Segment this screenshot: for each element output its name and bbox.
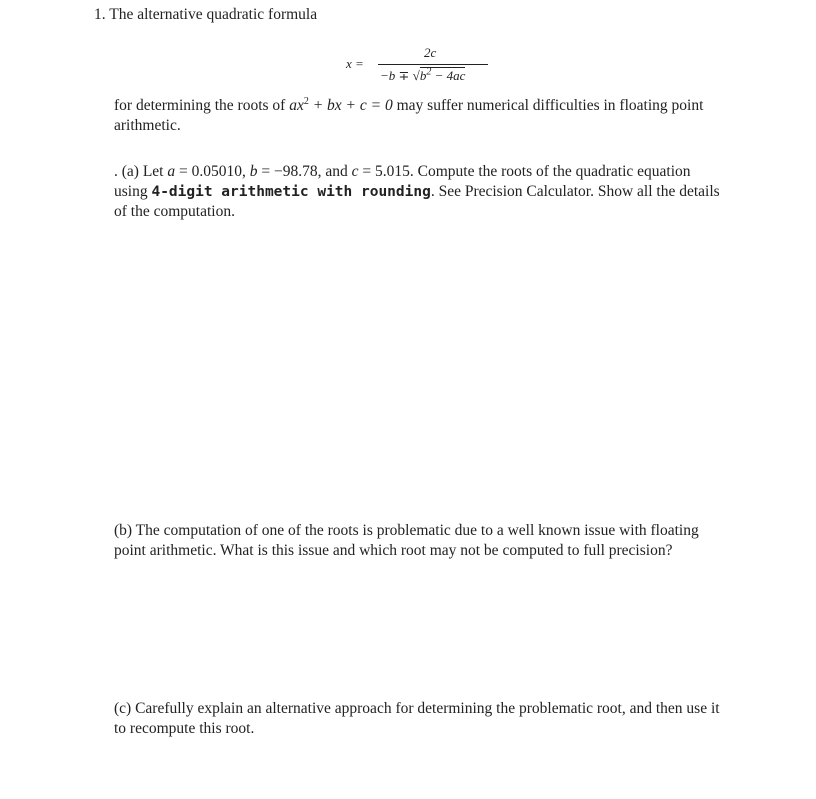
problem-number: 1. [94,6,106,23]
c-value: = 5.015. Compute the roots of the quadratic equation using [114,163,691,200]
equation-rest: + bx + c = 0 [308,97,393,114]
a-value: = 0.05010, [175,163,250,180]
part-a-paragraph [114,162,726,222]
denominator-prefix: −b ∓ [380,68,413,83]
formula-numerator: 2c [424,45,437,60]
var-b: b [249,163,258,180]
intro-text-1: for determining the roots of [114,97,290,114]
var-a: a [167,163,176,180]
part-c-paragraph: (c) Carefully explain an alternative approach for determining the problematic root, and then use it to recompute this root. [114,700,720,737]
equation-ax: ax [289,97,304,114]
problem-heading [94,5,317,25]
part-a-suffix: . See Precision Calculator. Show all the details of the computation. [114,182,720,220]
part-b-paragraph: (b) The computation of one of the roots is problematic due to a well known issue with floating point arithmetic. What is this issue and which root may not be computed to full precision? [114,522,699,559]
fraction-bar [378,64,488,65]
sqrt-rest: − 4ac [431,68,466,83]
equation-exponent: 2 [303,95,309,107]
problem-title: The alternative quadratic formula [109,6,318,23]
intro-text-2: may suffer numerical difficulties in floating point arithmetic. [114,97,704,134]
bold-instruction: 4-digit arithmetic with rounding [151,183,431,200]
intro-paragraph [114,96,726,135]
sqrt-symbol: √ [412,68,420,83]
b-value: = −98.78, and [257,163,352,180]
part-a-prefix: . (a) Let [114,163,168,180]
formula-lhs: x = [346,56,364,71]
sqrt-exponent: 2 [426,66,432,78]
var-c: c [351,163,359,180]
quadratic-formula [340,41,500,85]
formula-denominator [380,66,465,86]
sqrt-content [420,67,466,83]
sqrt-b: b [419,68,427,83]
